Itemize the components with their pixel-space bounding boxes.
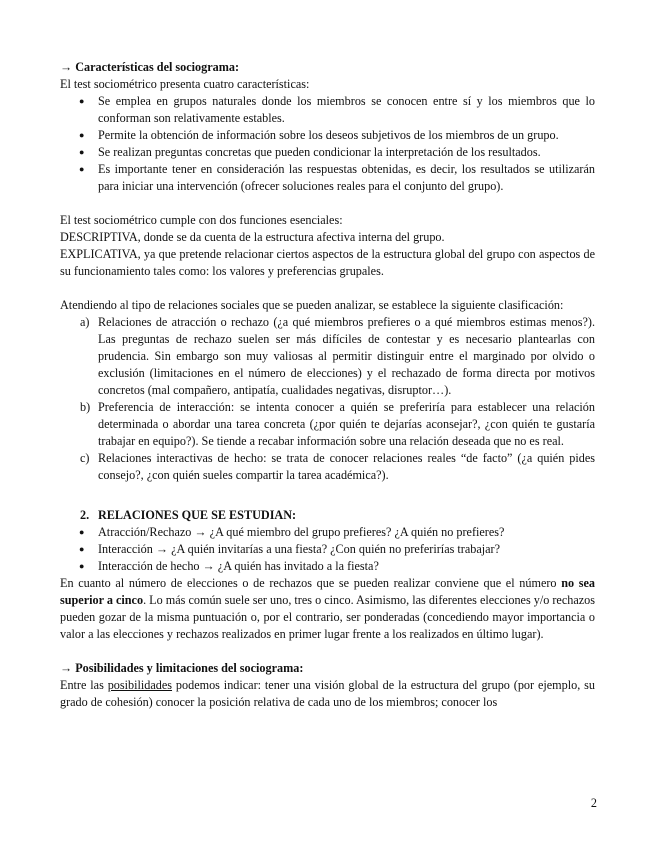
paragraph-relaciones-intro: Atendiendo al tipo de relaciones sociales que se pueden analizar, se establece la siguiente clasificación:: [60, 298, 564, 312]
paragraph-explicativa: EXPLICATIVA, ya que pretende relacionar ciertos aspectos de la estructura global del grupo con aspectos de su funcionamiento tales como: los valores y preferencias grupales.: [60, 247, 595, 278]
section-number: 2.: [80, 508, 90, 522]
paragraph-intro-caracteristicas: El test sociométrico presenta cuatro características:: [60, 77, 310, 91]
list-item-text: Relaciones de atracción o rechazo (¿a qué miembros prefieres o a qué miembros estimas menos?). Las preguntas de rechazo suelen ser más difíciles de contestar y es necesario plantearlas con prudencia. Sin embargo son muy valiosas al permitir distinguir entre el marginado por olvido o exclusión (limitaciones en el número de elecciones) y el rechazado de forma directa por motivos concretos (mal compañero, antipatía, cualidades negativas, disruptor…).: [98, 315, 595, 397]
list-item: ● Permite la obtención de información sobre los deseos subjetivos de los miembros de un grupo.: [60, 127, 595, 144]
section-heading-caracteristicas: → Características del sociograma:: [60, 60, 240, 74]
bold-emphasis: no sea superior a cinco: [60, 576, 596, 607]
list-item: ● Se realizan preguntas concretas que pueden condicionar la interpretación de los resultados.: [60, 144, 595, 161]
list-item: ● Interacción → ¿A quién invitarías a una fiesta? ¿Con quién no preferirías trabajar?: [60, 541, 595, 558]
page-number: 2: [590, 796, 597, 810]
list-item: [60, 450, 595, 484]
bullet-list-caracteristicas: [60, 93, 595, 195]
list-item-text: Relaciones interactivas de hecho: se trata de conocer relaciones reales “de facto” (¿a quién pides consejo?, ¿con quién sueles compartir la tarea académica?).: [98, 451, 595, 482]
paragraph-numero-elecciones: En cuanto al número de elecciones o de rechazos que se pueden realizar conviene que el número no sea superior a cinco. Lo más común suele ser uno, tres o cinco. Asimismo, las diferentes elecciones y/o rechazos pueden gozar de la misma puntuación o, por el contrario, ser ponderadas (concediendo mayor importancia o valor a las elecciones y rechazos realizados en primer lugar frente a los realizados en último lugar).: [60, 576, 596, 641]
paragraph-posibilidades: Entre las posibilidades podemos indicar: tener una visión global de la estructura del grupo (por ejemplo, su grado de cohesión) conocer la posición relativa de cada uno de los miembros; conocer los: [60, 678, 595, 709]
section-title: RELACIONES QUE SE ESTUDIAN:: [98, 508, 297, 522]
section-heading-relaciones-estudian: [60, 507, 595, 524]
list-marker: c): [80, 451, 90, 465]
list-item: ● Es importante tener en consideración las respuestas obtenidas, es decir, los resultados se utilizarán para iniciar una intervención (ofrecer soluciones reales para el conjunto del grupo).: [60, 161, 595, 195]
list-item: [60, 399, 595, 450]
bullet-list-relaciones: [60, 524, 595, 575]
list-item: ● Atracción/Rechazo → ¿A qué miembro del grupo prefieres? ¿A quién no prefieres?: [60, 524, 595, 541]
list-item-text: Preferencia de interacción: se intenta conocer a quién se preferiría para establecer una relación determinada o abordar una tarea concreta (¿por quién te dejarías aconsejar?, ¿con quién te gustaría trabajar en equipo?). Se tiende a recabar información sobre una relación deseada que no es real.: [98, 400, 595, 448]
list-marker: b): [80, 400, 91, 414]
paragraph-funciones-intro: El test sociométrico cumple con dos funciones esenciales:: [60, 213, 343, 227]
section-heading-posibilidades: → Posibilidades y limitaciones del sociograma:: [60, 661, 304, 675]
underlined-term: posibilidades: [107, 678, 173, 692]
list-item: [60, 314, 595, 399]
document-page: [60, 59, 595, 711]
list-item: ● Se emplea en grupos naturales donde los miembros se conocen entre sí y los miembros que lo conforman son relativamente estables.: [60, 93, 595, 127]
list-marker: a): [80, 315, 90, 329]
paragraph-descriptiva: DESCRIPTIVA, donde se da cuenta de la estructura afectiva interna del grupo.: [60, 230, 445, 244]
lettered-list-relaciones: [60, 314, 595, 484]
list-item: ● Interacción de hecho → ¿A quién has invitado a la fiesta?: [60, 558, 595, 575]
